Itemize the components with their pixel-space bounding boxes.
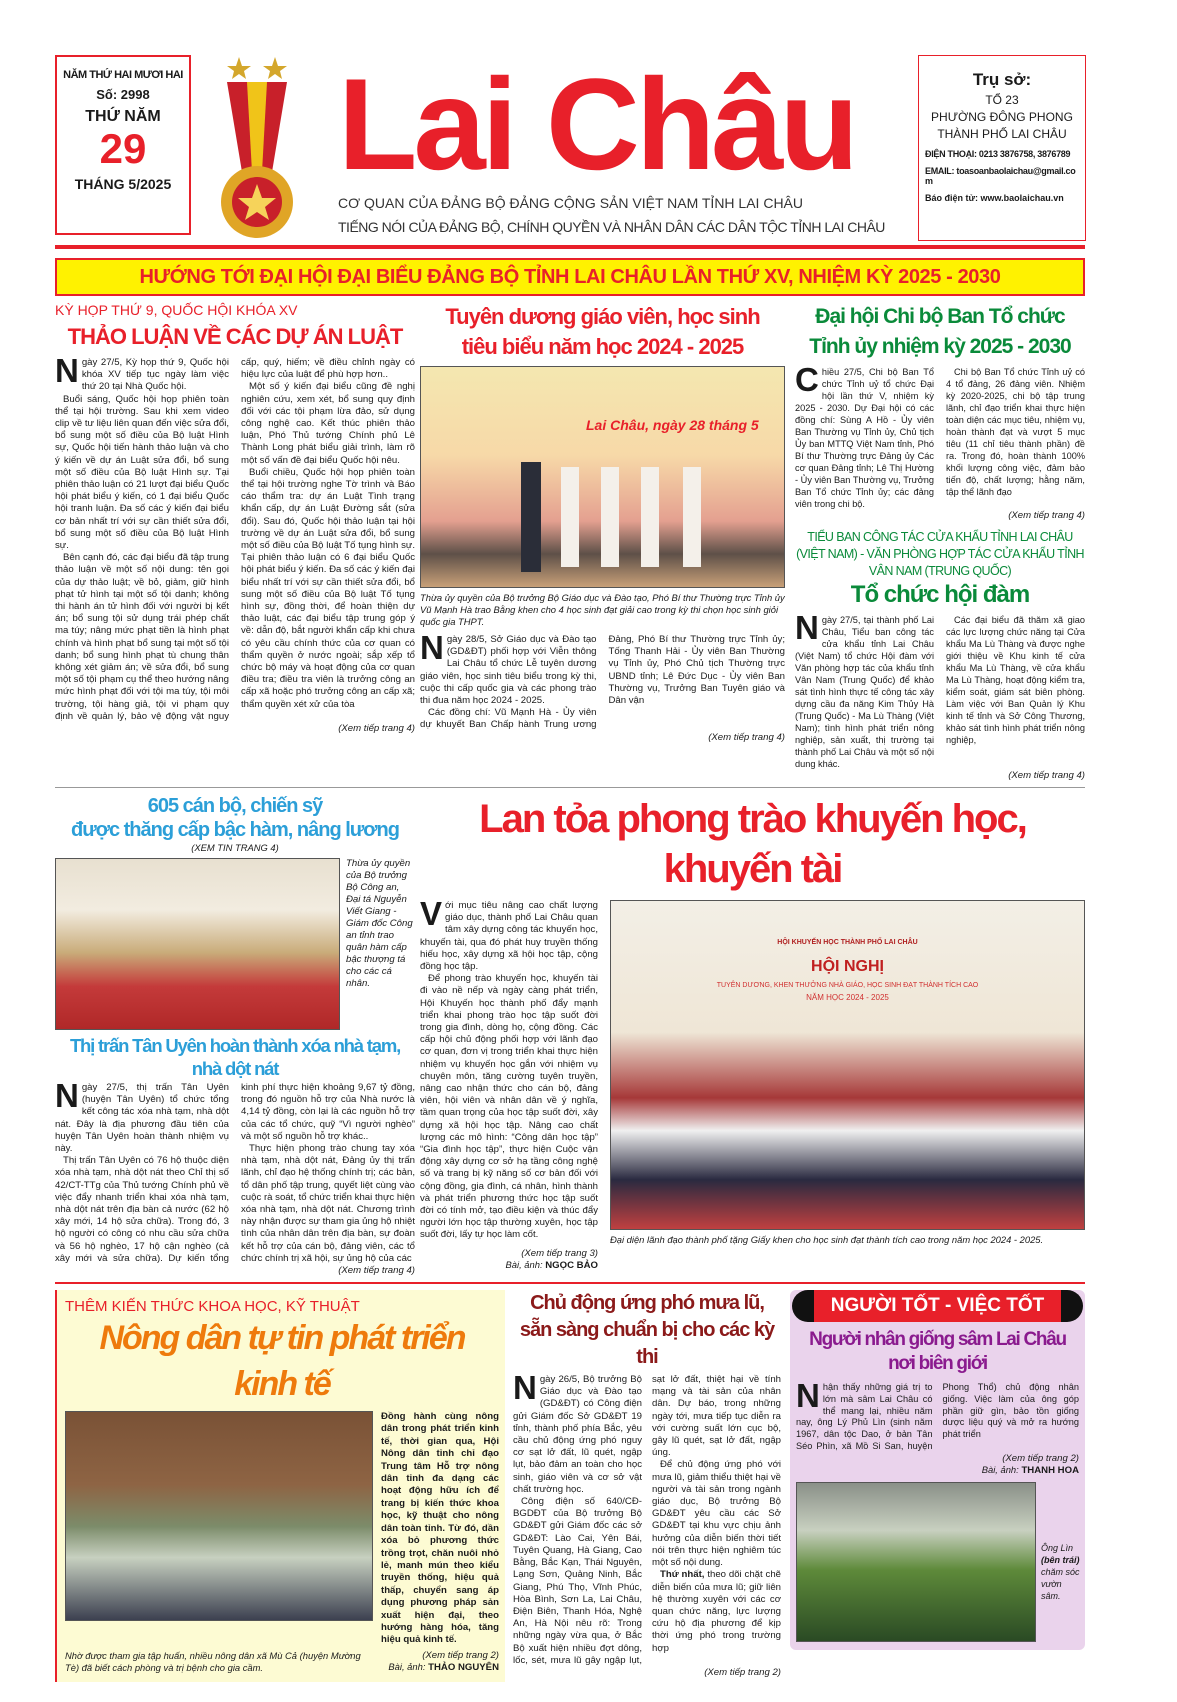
continued-link[interactable]: (Xem tiếp trang 2)	[1002, 1452, 1079, 1464]
article-body	[55, 1077, 415, 1265]
photo-overlay-text: Lai Châu, ngày 28 tháng 5	[586, 417, 759, 433]
divider	[55, 787, 1085, 788]
paragraph: Ngày 27/5, thị trấn Tân Uyên (huyện Tân Uyên) tổ chức tổng kết công tác xóa nhà tạm, nhà dột nát. Đây là địa phương đầu tiên của huyện Tân Uyên hoàn thành nhiệm vụ này.	[55, 1077, 229, 1155]
article-body	[420, 895, 598, 1242]
paragraph	[652, 1569, 781, 1654]
row-middle	[55, 794, 1085, 1276]
article-dai-hoi-chi-bo	[795, 302, 1085, 781]
headline[interactable]: Người nhân giống sâm Lai Châu nơi biên giới	[809, 1329, 1066, 1375]
byline-label: Bài, ảnh:	[388, 1660, 426, 1672]
paragraph: Một số ý kiến đại biểu cũng đề nghị nghiên cứu, xem xét, bổ sung quy định đối với các tội phạm lừa đảo, sử dụng công nghệ cao. Kết thúc phiên thảo luận, Phó Thủ tướng Chính phủ Lê Thành Long phát biểu giải trình, làm rõ một số vấn đề đại biểu Quốc hội nêu.	[241, 381, 415, 466]
kicker: THÊM KIẾN THỨC KHOA HỌC, KỸ THUẬT	[65, 1298, 360, 1316]
lead-headline[interactable]: Lan tỏa phong trào khuyến học, khuyến tài	[479, 797, 1026, 891]
year-label: NĂM THỨ HAI MƯƠI HAI	[63, 69, 183, 81]
masthead	[55, 0, 1085, 245]
day: 29	[99, 125, 147, 172]
masthead-subtitle-2: TIẾNG NÓI CỦA ĐẢNG BỘ, CHÍNH QUYỀN VÀ NHÂN DÂN CÁC DÂN TỘC TỈNH LAI CHÂU	[338, 219, 885, 235]
continued-link[interactable]: (Xem tiếp trang 4)	[338, 723, 415, 735]
article-khuyen-hoc	[420, 794, 1085, 1271]
paragraph: Công điện số 640/CĐ-BGDĐT của Bộ trưởng Bộ GD&ĐT gửi Giám đốc các sở GD&ĐT: Lào Cai, Yên Bái, Tuyên Quang, Hà Giang, Cao Bằng, Bắc Kạn, Thái Nguyên, Lạng Sơn, Quảng Ninh, Bắc Giang, Phú Thọ, Vĩnh Phúc, Hòa Bình, Sơn La, Lai Châu, Điện Biên, Thanh Hóa, Nghệ An, Hà Nội nêu rõ: Trong những ngày vừa qua, ở Bắc Bộ xuất hiện nhiều đợt dông, lốc, sét, mưa lũ gây ngập lụt, sạt lở đất, thiệt hại về tính mạng và tài sản của nhân dân. Dự báo, trong những ngày tới, mưa tiếp tục diễn ra với cường suất lớn cục bộ, gây lũ quét, sạt lở đất, ngập úng.	[513, 1374, 781, 1666]
see-more[interactable]: (XEM TIN TRANG 4)	[191, 842, 279, 853]
headline[interactable]: Đại hội Chi bộ Ban Tổ chức Tỉnh ủy nhiệm kỳ 2025 - 2030	[809, 305, 1071, 358]
byline-label: Bài, ảnh:	[505, 1258, 543, 1270]
award-photo	[420, 366, 785, 588]
continued-link[interactable]: (Xem tiếp trang 3)	[521, 1247, 598, 1259]
kicker: TIỂU BAN CÔNG TÁC CỬA KHẨU TỈNH LAI CHÂU (VIỆT NAM) - VĂN PHÒNG HỢP TÁC CỬA KHẨU TỈNH VÂN NAM (TRUNG QUỐC)	[796, 530, 1084, 578]
phone: ĐIỆN THOẠI: 0213 3876758, 3876789	[925, 149, 1071, 159]
article-sam-lai-chau	[790, 1290, 1085, 1650]
website[interactable]: Báo điện tử: www.baolaichau.vn	[925, 193, 1064, 203]
article-mua-lu	[513, 1290, 781, 1678]
photo-banner-text: HỘI KHUYẾN HỌC THÀNH PHỐ LAI CHÂU	[777, 939, 918, 946]
paragraph: Chiều 27/5, Chi bộ Ban Tổ chức Tỉnh uỷ tổ chức Đại hội lần thứ V, nhiệm kỳ 2025 - 2030. Dự Đại hội có các đồng chí: Sùng A Hồ - Ủy viên Ban Thường vụ Tỉnh ủy, Chủ tịch Ủy ban MTTQ Việt Nam tỉnh, Phó Bí thư Thường trực Đảng ủy Các cơ quan Đảng tỉnh; Lê Thị Hường - Ủy viên Ban Thường vụ, Trưởng Ban Tổ chức Tỉnh ủy; các đảng viên trong chi bộ.	[795, 361, 934, 509]
paragraph: Buổi chiều, Quốc hội họp phiên toàn thể tại hội trường nghe Tờ trình và Báo cáo thẩm tra: dự án Luật Tình trạng khẩn cấp, dự án Luật Đường sắt (sửa đổi). Sau đó, Quốc hội thảo luận tại hội trường về dự án Luật sửa đổi, bổ sung một số điều của Bộ luật Tố tụng hình sự. Tại phiên thảo luận có 6 đại biểu Quốc hội phát biểu ý kiến. Đa số các ý kiến đại biểu nhất trí với sự cần thiết sửa đổi, bổ sung một số điều của Bộ luật Tố tụng hình sự, đồng thời, để hoàn thiện dự thảo luật, các đại biểu tập trung góp ý về: dẫn độ, bắt người khẩn cấp khi chưa có yêu cầu chính thức của cơ quan có thẩm quyền ở nước ngoài; sắp xếp tổ chức bộ máy và hoạt động của cơ quan điều tra; điều tra viên là trưởng công an cấp xã hoặc phó trưởng công an cấp xã; thẩm quyền xét xử của tòa	[241, 466, 415, 710]
article-body	[55, 352, 415, 723]
row-bottom	[55, 1290, 1085, 1682]
paragraph: Các đồng chí: Vũ Mạnh Hà - Ủy viên dự khuyết Ban Chấp hành Trung ương Đảng, Phó Bí thư Thường trực Tỉnh ủy; Tống Thanh Hải - Ủy viên Ban Thường vụ Tỉnh ủy, Phó Chủ tịch Thường trực UBND tỉnh; Lê Đức Dục - Ủy viên Ban Thường vụ, Trưởng Ban Tuyên giáo và Dân vận	[420, 634, 785, 731]
article-body	[513, 1369, 781, 1667]
byline-label: Bài, ảnh:	[981, 1463, 1019, 1475]
headline[interactable]: Chủ động ứng phó mưa lũ, sẵn sàng chuẩn bị cho các kỳ thi	[519, 1292, 775, 1369]
byline: THANH HOA	[1021, 1464, 1079, 1476]
byline: NGỌC BẢO	[545, 1259, 598, 1271]
photo-caption: Nhờ được tham gia tập huấn, nhiều nông dân xã Mù Cả (huyện Mường Tè) đã biết cách phòng và trị bệnh cho gia cầm.	[65, 1649, 361, 1673]
paragraph: Ngày 27/5, Kỳ họp thứ 9, Quốc hội khóa XV tiếp tục ngày làm việc thứ 20 tại Nhà Quốc hội.	[55, 352, 229, 393]
photo-caption: Thừa ủy quyền của Bộ trưởng Bộ Giáo dục và Đào tạo, Phó Bí thư Thường trực Tỉnh ủy Vũ Mạnh Hà trao Bằng khen cho 4 học sinh đạt giải cao trong kỳ thi chọn học sinh giỏi quốc gia THPT.	[420, 592, 785, 627]
kicker: KỲ HỌP THỨ 9, QUỐC HỘI KHÓA XV	[55, 302, 298, 318]
office-address: THÀNH PHỐ LAI CHÂU	[937, 127, 1067, 141]
paragraph: Ngày 28/5, Sở Giáo dục và Đào tạo (GD&ĐT) phối hợp với Viễn thông Lai Châu tổ chức Lễ tuyên dương giáo viên, học sinh tiêu biểu trong kỳ thi, cuộc thi cấp quốc gia và các phong trào thi đua năm học 2024 - 2025.	[420, 629, 597, 707]
article-thao-luan	[55, 302, 415, 734]
office-info-box	[918, 55, 1086, 241]
continued-link[interactable]: (Xem tiếp trang 4)	[338, 1265, 415, 1277]
photo-caption: Đại diện lãnh đạo thành phố tặng Giấy khen cho học sinh đạt thành tích cao trong năm học 2024 - 2025.	[610, 1234, 1044, 1245]
continued-link[interactable]: (Xem tiếp trang 4)	[1008, 770, 1085, 781]
paragraph: Để phong trào khuyến học, khuyến tài đi vào nề nếp và ngày càng phát triển, Hội Khuyến học thành phố đẩy mạnh triển khai phong trào học tập suốt đời trong gia đình, dòng họ, cộng đồng. Các cấp hội chủ động phối hợp với lãnh đạo cơ quan, đơn vị trong triển khai thực hiện nhiệm vụ khuyến học gắn với nhiệm vụ chuyên môn, tăng cường tuyên truyền, nâng cao nhận thức cho cán bộ, đảng viên, hội viên và nhân dân về ý nghĩa, tầm quan trọng của học tập suốt đời, xây dựng xã hội học tập. Nâng cao chất lượng các mô hình: “Công dân học tập” “Gia đình học tập”, thực hiện Cuộc vận động xây dựng cơ sở hạ tầng công nghệ số và trang bị kỹ năng số cơ bản đối với cộng đồng, gia đình, cá nhân, hình thành và phát triển phương thức học tập suốt đời có tính mở, tạo điều kiện và thúc đẩy người lớn học tập thường xuyên, học tập suốt đời, lấy tự học làm cốt.	[420, 973, 598, 1241]
photo-banner-text: NĂM HỌC 2024 - 2025	[806, 993, 889, 1002]
article-body	[795, 361, 1085, 510]
section-ribbon	[792, 1290, 1083, 1322]
headline[interactable]: Thị trấn Tân Uyên hoàn thành xóa nhà tạm, nhà dột nát	[69, 1035, 401, 1079]
article-body	[790, 1377, 1085, 1453]
continued-link[interactable]: (Xem tiếp trang 2)	[704, 1666, 781, 1678]
caption-name: Ông Lìn	[1041, 1542, 1074, 1553]
photo-banner-text: HỘI NGHỊ	[811, 958, 884, 975]
office-address: PHƯỜNG ĐÔNG PHONG	[931, 110, 1073, 124]
left-column	[55, 794, 415, 1276]
article-body	[420, 629, 785, 732]
farmer-photo	[65, 1411, 373, 1621]
paragraph-text: theo dõi chặt chẽ diễn biến của mưa lũ; giữ liên hệ thường xuyên với các cơ quan chức năng, lực lượng cứu hộ địa phương để kịp thời ứng phó trong trường hợp	[652, 1569, 781, 1654]
section-label: NGƯỜI TỐT - VIỆC TỐT	[830, 1295, 1045, 1317]
divider	[55, 1282, 1085, 1284]
paragraph: Các đại biểu đã thăm xã giao các lực lượng chức năng tại Cửa khẩu Ma Lù Thàng và được nghe giới thiệu về Khu kinh tế cửa khẩu Ma Lù Thàng, về cửa khẩu Ma Lù Thàng, hoạt động kiểm tra, kiểm soát, giám sát biên phòng. Làm việc với Ban Quản lý Khu kinh tế tỉnh và Sở Công Thương, khảo sát tình hình phát triển nông nghiệp,	[946, 615, 1085, 745]
paragraph: Để chủ động ứng phó với mưa lũ, giảm thiểu thiệt hại về người và tài sản trong ngành giáo dục, Bộ trưởng Bộ GD&ĐT yêu cầu các Sở GD&ĐT tại khu vực chịu ảnh hưởng của diễn biến thời tiết nói trên thực hiện nghiêm túc một số nội dung.	[652, 1459, 781, 1569]
headline[interactable]: được thăng cấp bậc hàm, nâng lương	[71, 819, 399, 841]
article-tan-uyen	[55, 1034, 415, 1276]
khuyen-hoc-photo	[610, 900, 1085, 1230]
medal-emblem	[212, 52, 302, 242]
photo-banner-text: TUYÊN DƯƠNG, KHEN THƯỞNG NHÀ GIÁO, HỌC SINH ĐẠT THÀNH TÍCH CAO	[716, 982, 979, 989]
headline[interactable]: THẢO LUẬN VỀ CÁC DỰ ÁN LUẬT	[67, 324, 403, 349]
headline[interactable]: Tuyên dương giáo viên, học sinh tiêu biểu năm học 2024 - 2025	[445, 304, 760, 359]
photo-caption	[1041, 1542, 1083, 1642]
continued-link[interactable]: (Xem tiếp trang 2)	[422, 1649, 499, 1661]
paragraph: Nhận thấy những giá trị to lớn mà sâm Lai Châu có thể mang lại, nhiều năm nay, ông Lý Phủ Lìn (sinh năm 1967, dân tộc Dao, ở bản Tân Séo Phìn, xã Mồ Si San, huyện Phong Thổ) chủ động nhân giống. Việc làm của ông góp phần giữ gìn, bảo tồn giống dược liệu quý và mở ra hướng phát triển	[796, 1377, 1079, 1452]
congress-banner	[55, 258, 1085, 296]
paragraph: Buổi sáng, Quốc hội họp phiên toàn thể tại hội trường. Sau khi xem video clip về tư liệu liên quan đến việc sửa đổi, bổ sung một số điều của Bộ luật Hình sự, Quốc hội tiến hành thảo luận và cho ý kiến về dự án Luật sửa đổi, bổ sung một số điều của Bộ luật Hình sự. Tại phiên thảo luận có 21 lượt đại biểu Quốc hội phát biểu ý kiến, có 1 đại biểu Quốc hội tranh luận. Đa số các ý kiến đại biểu cơ bản nhất trí với sự cần thiết sửa đổi, bổ sung một số điều của Bộ luật Hình sự.	[55, 393, 229, 552]
weekday: THỨ NĂM	[85, 108, 161, 125]
ginseng-photo	[796, 1482, 1036, 1642]
article-nong-dan	[55, 1290, 505, 1682]
lead-text: Đồng hành cùng nông dân trong phát triển kinh tế, thời gian qua, Hội Nông dân tỉnh chỉ đạo Trung tâm Hỗ trợ nông dân tỉnh đa dạng các hoạt động hữu ích để trang bị kiến thức khoa học, kỹ thuật cho nông dân toàn tỉnh. Từ đó, dần xóa bỏ phương thức trồng trọt, chăn nuôi nhỏ lẻ, manh mún theo kiểu truyền thống, hiệu quả thấp, chuyển sang áp dụng phương pháp sản xuất hiện đại, theo hướng hàng hóa, tăng hiệu quả kinh tế.	[381, 1411, 499, 1646]
paragraph: Bên cạnh đó, các đại biểu đã tập trung thảo luận về một số nội dung: tên gọi của dự thảo luật; về bỏ, giảm, giữ hình phạt tử hình tại một số tội danh; không thi hành án tử hình đối với người bị kết án; bổ sung tội sử dụng trái phép chất ma túy; nâng mức phạt tiền là hình phạt chính và hình phạt bổ sung tại một số tội danh; bổ sung hình phạt tù chung thân không xét giảm án; về sửa đổi, bổ sung một số tội phạm cụ thể theo hướng nâng mức hình phạt đối với tội ma túy, tội môi trường, tội hàng giả, tội vi phạm quy định về quản lý, bảo vệ động vật nguy cấp, quý, hiếm; về điều chỉnh ngày có hiệu lực của luật để phù hợp hơn..	[55, 357, 415, 722]
photo-caption: Thừa ủy quyền của Bộ trưởng Bộ Công an, Đại tá Nguyễn Viết Giang - Giám đốc Công an tỉnh trao quân hàm cấp bậc thượng tá cho các cá nhân.	[346, 858, 413, 989]
newspaper-title: Lai Châu	[338, 51, 855, 197]
headline[interactable]: Nông dân tự tin phát triển kinh tế	[99, 1319, 465, 1404]
article-body	[795, 609, 1085, 770]
issue-info-box	[55, 55, 191, 235]
email[interactable]: EMAIL: toasoanbaolaichau@gmail.com	[925, 166, 1076, 186]
banner-text: HƯỚNG TỚI ĐẠI HỘI ĐẠI BIỂU ĐẢNG BỘ TỈNH LAI CHÂU LẦN THỨ XV, NHIỆM KỲ 2025 - 2030	[139, 266, 1001, 288]
caption-text: chăm sóc vườn sâm.	[1041, 1566, 1080, 1601]
paragraph: Ngày 26/5, Bộ trưởng Bộ Giáo dục và Đào tạo (GD&ĐT) có Công điện gửi Giám đốc Sở GD&ĐT 19 tỉnh, thành phố phía Bắc, yêu cầu chủ động ứng phó nguy cơ sạt lở đất, lũ quét, ngập lụt, bảo đảm an toàn cho học sinh, giáo viên và cơ sở vật chất trường học.	[513, 1369, 642, 1495]
headline[interactable]: 605 cán bộ, chiến sỹ	[147, 795, 323, 817]
paragraph: Thực hiện phong trào chung tay xóa nhà tạm, nhà dột nát, Đảng ủy thị trấn lãnh, chỉ đạo hệ thống chính trị; các bản, tổ dân phố tập trung, quyết liệt cùng vào cuộc rà soát, tổ chức triển khai thực hiện xóa nhà tạm, nhà dột nát. Chương trình này nhận được sự tham gia ủng hộ nhiệt tình của nhân dân trên địa bàn, sự đoàn kết hỗ trợ của cán bộ, đảng viên, các tổ chức chính trị xã hội, sự ủng hộ của các	[241, 1143, 415, 1264]
office-label: Trụ sở:	[972, 70, 1032, 89]
issue-number: Số: 2998	[96, 87, 150, 102]
promotion-photo	[55, 858, 340, 1030]
paragraph: Với mục tiêu nâng cao chất lượng giáo dục, thành phố Lai Châu quan tâm xây dựng công tác khuyến học, khuyến tài, qua đó phát huy truyền thống hiếu học, xây dựng xã hội học tập, cộng đồng học tập.	[420, 895, 598, 973]
divider	[55, 245, 1085, 249]
masthead-center	[338, 51, 898, 235]
article-thang-cap	[55, 794, 415, 1030]
byline: THẢO NGUYÊN	[428, 1661, 499, 1673]
row-top-stories	[55, 302, 1085, 781]
caption-position: (bên trái)	[1041, 1554, 1080, 1565]
continued-link[interactable]: (Xem tiếp trang 4)	[708, 731, 785, 743]
office-address: TỔ 23	[985, 93, 1019, 107]
headline[interactable]: Tổ chức hội đàm	[850, 581, 1030, 608]
paragraph: Ngày 27/5, tại thành phố Lai Châu, Tiểu ban công tác cửa khẩu tỉnh Lai Châu (Việt Nam) tổ chức Hội đàm với Văn phòng hợp tác của khẩu tỉnh Vân Nam (Trung Quốc) để khảo sát tình hình thực tế công tác xây dựng cầu đa năng Kim Thủy Hà (Trung Quốc) - Ma Lù Thàng (Việt Nam); tình hình phát triển nông nghiệp, sản xuất, thị trường tại thành phố Lai Châu và một số nội dung khác.	[795, 609, 934, 769]
paragraph: Thị trấn Tân Uyên có 76 hộ thuộc diện xóa nhà tạm, nhà dột nát theo Chỉ thị số 42/CT-TTg của Thủ tướng Chính phủ về việc đẩy nhanh triển khai xóa nhà tạm, nhà dột nát trên địa bàn cả nước (62 hộ xây mới, 14 hộ sửa chữa). Trong đó, 3 hộ người có công có nhu cầu sửa chữa và 56 hộ nghèo, 17 hộ cận nghèo (cả xây mới và sửa chữa). Dự kiến tổng kinh phí thực hiện khoảng 9,67 tỷ đồng, trong đó nguồn hỗ trợ của Nhà nước là 4,14 tỷ đồng, còn lại là các nguồn hỗ trợ của các tổ chức, quỹ “Vì người nghèo” và một số nguồn hỗ trợ khác..	[55, 1082, 415, 1264]
paragraph: Chi bộ Ban Tổ chức Tỉnh uỷ có 4 tổ đảng, 26 đảng viên. Nhiệm kỳ 2020-2025, chi bộ tập trung lãnh, chỉ đạo triển khai thực hiện toàn diện các mục tiêu, nhiệm vụ, hoàn thành đạt và vượt 5 mục tiêu (11 chỉ tiêu thành phần) đề ra. Trong đó, hoàn thành 100% khối lượng công việc, đảm bảo tiến độ, chất lượng; hằng năm, tập thể lãnh đạo	[946, 367, 1085, 497]
continued-link[interactable]: (Xem tiếp trang 4)	[1008, 510, 1085, 521]
month: THÁNG 5/2025	[74, 176, 172, 192]
article-tuyen-duong	[420, 302, 785, 743]
bold-lead: Thứ nhất,	[660, 1569, 705, 1581]
masthead-subtitle-1: CƠ QUAN CỦA ĐẢNG BỘ ĐẢNG CỘNG SẢN VIỆT NAM TỈNH LAI CHÂU	[338, 195, 804, 211]
